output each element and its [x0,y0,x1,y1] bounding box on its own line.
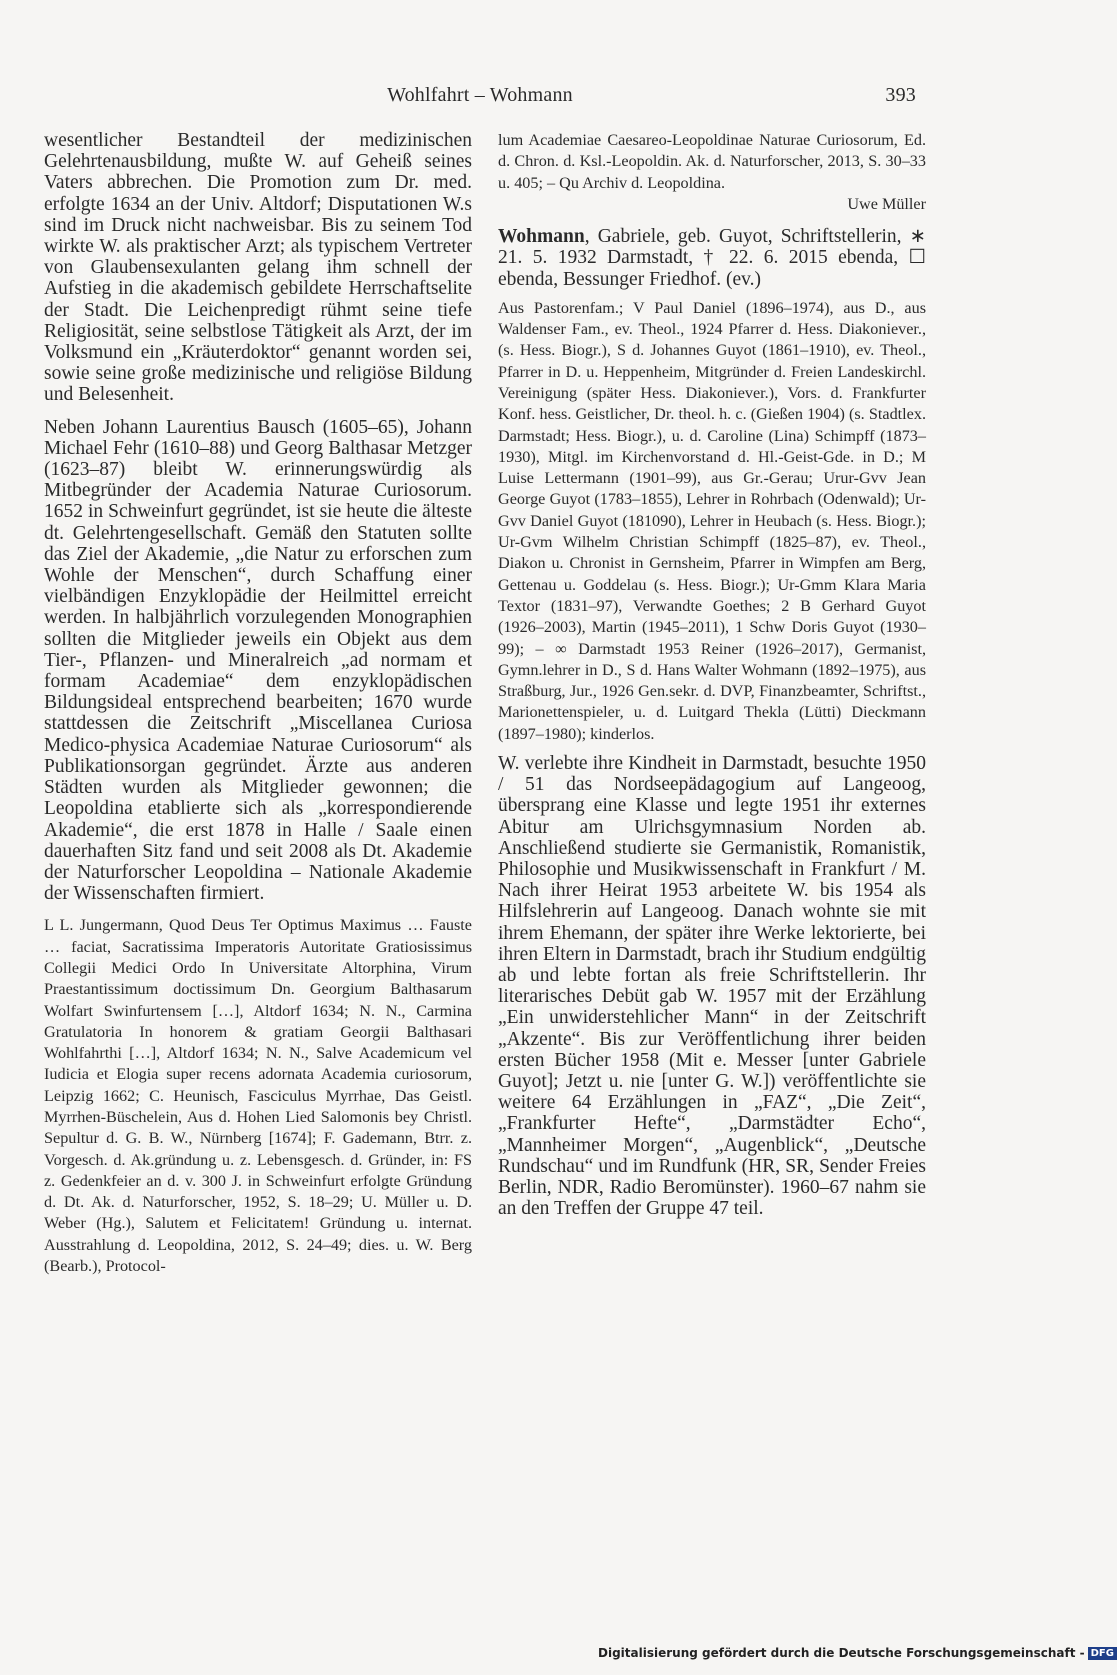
footer-text: Digitalisierung gefördert durch die Deutsche Forschungsgemeinschaft - [598,1646,1085,1660]
author-signature: Uwe Müller [847,194,926,213]
literature-list: L L. Jungermann, Quod Deus Ter Optimus Maximus … Fauste … faciat, Sacratissima Imperatoris Autoritate Gratiosissimus Collegii Medici Ordo In Universitate Altorphina, Virum Praestantissimum doctissimum Dn. Georgium Balthasarum Wolfart Swinfurtensem […], Altdorf 1634; N. N., Carmina Gratulatoria In honorem & gratiam Georgii Balthasari Wohlfahrthi […], Altdorf 1634; N. N., Salve Academicum vel Iudicia et Elogia super recens adornata Academia curiosorum, Leipzig 1662; C. Heunisch, Fasciculus Myrrhae, Das Geistl. Myrrhen-Büschelein, Aus d. Hohen Lied Salomonis bey Christl. Sepultur d. G. B. W., Nürnberg [1674]; F. Gademann, Btrr. z. Vorgesch. d. Ak.gründung u. z. Lebensgesch. d. Gründer, in: FS z. Gedenkfeier an d. v. 300 J. in Schweinfurt erfolgte Gründung d. Dt. Ak. d. Naturforscher, 1952, S. 18–29; U. Müller u. D. Weber (Hg.), Salutem et Felicitatem! Gründung u. internat. Ausstrahlung d. Leopoldina, 2012, S. 24–49; dies. u. W. Berg (Bearb.), Protocol- [44,916,472,1276]
page-number: 393 [885,84,916,106]
literature-continuation: lum Academiae Caesareo-Leopoldinae Naturae Curiosorum, Ed. d. Chron. d. Ksl.-Leopoldin. Ak. d. Naturforscher, 2013, S. 30–33 u. 405; – Qu Archiv d. Leopoldina. [498,131,926,192]
paragraph-2: Neben Johann Laurentius Bausch (1605–65), Johann Michael Fehr (1610–88) und Georg Balthasar Metzger (1623–87) bleibt W. erinnerungswürdig als Mitbegründer der Academia Naturae Curiosorum. 1652 in Schweinfurt gegründet, ist sie heute die älteste dt. Gelehrtengesellschaft. Gemäß den Statuten sollte das Ziel der Akademie, „die Natur zu erforschen zum Wohle der Menschen“, durch Schaffung einer vielbändigen Enzyklopädie der Heilmittel erreicht werden. In halbjährlich vorzulegenden Monographien sollten die Mitglieder jeweils ein Objekt aus dem Tier-, Pflanzen- und Mineralreich „ad normam et formam Academiae“ dem enzyklopädischen Bildungsideal entsprechend bearbeiten; 1670 wurde stattdessen die Zeitschrift „Miscellanea Curiosa Medico-physica Academiae Naturae Curiosorum“ als Publikationsorgan gegründet. Ärzte aus anderen Städten wurden als Mitglieder gewonnen; die Leopoldina etablierte sich als „korrespondierende Akademie“, die erst 1878 in Halle / Saale einen dauerhaften Sitz fand und seit 2008 als Dt. Akademie der Naturforscher Leopoldina – Nationale Akademie der Wissenschaften firmiert. [44,416,472,905]
entry-heading: Wohmann, Gabriele, geb. Guyot, Schriftstellerin, ∗ 21. 5. 1932 Darmstadt, † 22. 6. 2015 ebenda, ☐ ebenda, Bessunger Friedhof. (ev.) [498,226,926,290]
biography-paragraph: W. verlebte ihre Kindheit in Darmstadt, besuchte 1950 / 51 das Nordseepädagogium auf Langeoog, übersprang eine Klasse und legte 1951 ihr externes Abitur am Ulrichsgymnasium Norden ab. Anschließend studierte sie Germanistik, Romanistik, Philosophie und Musikwissenschaft in Frankfurt / M. Nach ihrer Heirat 1953 arbeitete W. bis 1954 als Hilfslehrerin auf Langeoog. Danach wohnte sie mit ihrem Ehemann, der später ihre Werke lektorierte, bei ihren Eltern in Darmstadt, brach ihr Studium endgültig ab und lebte fortan als freie Schriftstellerin. Ihr literarisches Debüt gab W. 1957 mit der Erzählung „Ein unwiderstehlicher Mann“ in der Zeitschrift „Akzente“. Bis zur Veröffentlichung ihrer beiden ersten Bücher 1958 (Mit e. Messer [unter Gabriele Guyot]; Jetzt u. nie [unter G. W.]) veröffentlichte sie weitere 64 Erzählungen in „FAZ“, „Die Zeit“, „Frankfurter Hefte“, „Darmstädter Echo“, „Mannheimer Morgen“, „Augenblick“, „Deutsche Rundschau“ und im Rundfunk (HR, SR, Sender Freies Berlin, NDR, Radio Beromünster). 1960–67 nahm sie an den Treffen der Gruppe 47 teil. [498,753,926,1220]
dfg-logo: DFG [1088,1647,1117,1660]
left-column [44,130,472,1277]
paragraph-1: wesentlicher Bestandteil der medizinischen Gelehrtenausbildung, mußte W. auf Geheiß seines Vaters abbrechen. Die Promotion zum Dr. med. erfolgte 1634 an der Univ. Altdorf; Disputationen W.s sind im Druck nicht nachweisbar. Bis zu seinem Tod wirkte W. als praktischer Arzt; als typischem Vertreter von Glaubensexulanten gelang ihm schnell der Aufstieg in die akademisch gebildete Herrschaftselite der Stadt. Die Leichenpredigt rühmt seine tiefe Religiosität, seine selbstlose Tätigkeit als Arzt, der im Volksmund ein „Kräuterdoktor“ genannt worden sei, sowie seine große medizinische und religiöse Bildung und Belesenheit. [44,130,472,406]
running-header [44,84,916,114]
digitization-footer [598,1646,1114,1668]
genealogy: Aus Pastorenfam.; V Paul Daniel (1896–1974), aus D., aus Waldenser Fam., ev. Theol., 1924 Pfarrer d. Hess. Diakoniever., (s. Hess. Biogr.), S d. Johannes Guyot (1861–1910), ev. Theol., Pfarrer in D. u. Heppenheim, Mitgründer d. Freien Landeskirchl. Vereinigung (später Hess. Diakoniever.), Vors. d. Frankfurter Konf. hess. Geistlicher, Dr. theol. h. c. (Gießen 1904) (s. Stadtlex. Darmstadt; Hess. Biogr.), u. d. Caroline (Lina) Schimpff (1873–1930), Mitgl. im Kirchenvorstand d. Hl.-Geist-Gde. in D.; M Luise Lettermann (1901–99), aus Gr.-Gerau; Urur-Gvv Jean George Guyot (1783–1855), Lehrer in Rohrbach (Odenwald); Ur-Gvv Daniel Guyot (181090), Lehrer in Heubach (s. Hess. Biogr.); Ur-Gvm Wilhelm Christian Schimpff (1825–87), ev. Theol., Diakon u. Chronist in Gernsheim, Pfarrer in Wimpfen am Berg, Gettenau u. Goddelau (s. Hess. Biogr.); Ur-Gmm Klara Maria Textor (1831–97), Verwandte Goethes; 2 B Gerhard Guyot (1926–2003), Martin (1945–2011), 1 Schw Doris Guyot (1930–99); – ∞ Darmstadt 1953 Reiner (1926–2017), Germanist, Gymn.lehrer in D., S d. Hans Walter Wohmann (1892–1975), aus Straßburg, Jur., 1926 Gen.sekr. d. DVP, Finanzbeamter, Schriftst., Marionettenspieler, u. d. Luitgard Thekla (Lütti) Dieckmann (1897–1980); kinderlos. [498,298,926,743]
right-column [498,130,926,1220]
running-title: Wohlfahrt – Wohmann [387,84,573,106]
